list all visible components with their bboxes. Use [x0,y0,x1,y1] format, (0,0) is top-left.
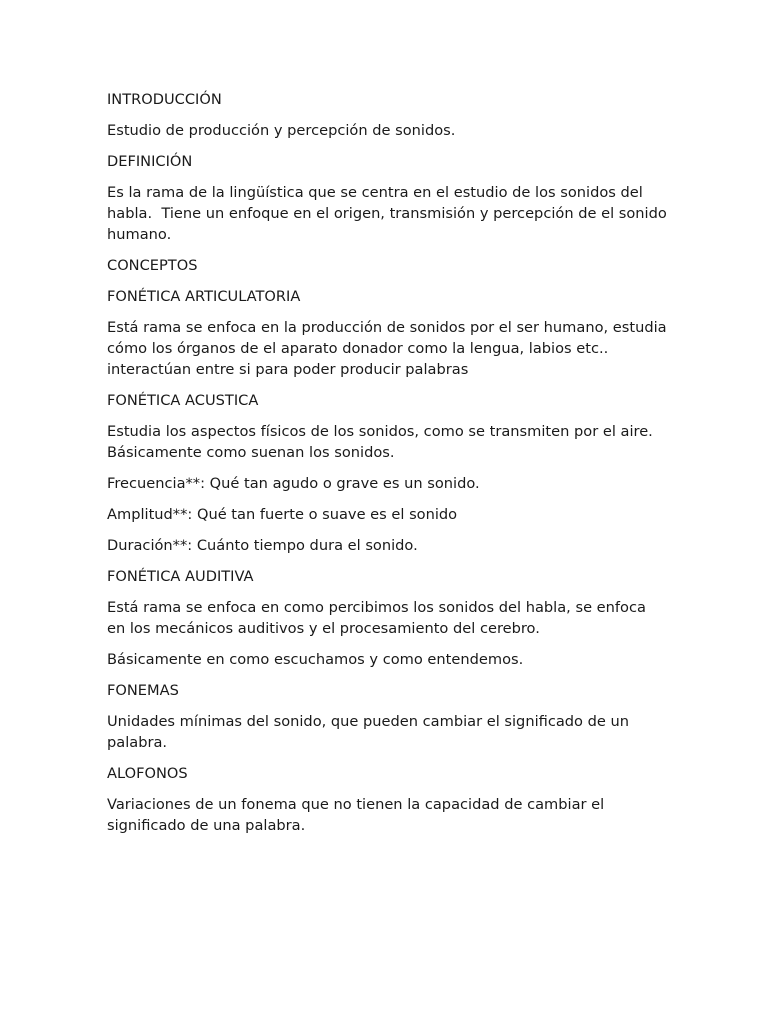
paragraph-fonemas: Unidades mínimas del sonido, que pueden cambiar el significado de un palabra. [107,713,634,751]
heading-alofonos: ALOFONOS [107,765,188,782]
paragraph-frecuencia: Frecuencia**: Qué tan agudo o grave es un sonido. [107,475,480,492]
heading-fonetica-articulatoria: FONÉTICA ARTICULATORIA [107,288,301,305]
paragraph-introduccion: Estudio de producción y percepción de sonidos. [107,122,456,139]
paragraph-amplitud: Amplitud**: Qué tan fuerte o suave es el sonido [107,506,458,523]
heading-introduccion: INTRODUCCIÓN [107,91,222,108]
heading-fonemas: FONEMAS [107,682,179,699]
heading-definicion: DEFINICIÓN [107,153,193,170]
paragraph-alofonos: Variaciones de un fonema que no tienen la capacidad de cambiar el significado de una palabra. [107,796,609,834]
paragraph-fonetica-acustica: Estudia los aspectos físicos de los sonidos, como se transmiten por el aire. Básicamente como suenan los sonidos. [107,423,658,461]
paragraph-fonetica-auditiva: Está rama se enfoca en como percibimos los sonidos del habla, se enfoca en los mecánicos auditivos y el procesamiento del cerebro. [107,599,651,637]
document-page [107,89,672,846]
paragraph-basicamente: Básicamente en como escuchamos y como entendemos. [107,651,524,668]
heading-fonetica-auditiva: FONÉTICA AUDITIVA [107,568,254,585]
paragraph-fonetica-articulatoria: Está rama se enfoca en la producción de sonidos por el ser humano, estudia cómo los órganos de el aparato donador como la lengua, labios etc.. interactúan entre si para poder producir palabras [107,319,672,378]
paragraph-duracion: Duración**: Cuánto tiempo dura el sonido. [107,537,418,554]
heading-conceptos: CONCEPTOS [107,257,198,274]
paragraph-definicion: Es la rama de la lingüística que se centra en el estudio de los sonidos del habla. Tiene un enfoque en el origen, transmisión y percepción de el sonido humano. [107,184,672,243]
heading-fonetica-acustica: FONÉTICA ACUSTICA [107,392,259,409]
